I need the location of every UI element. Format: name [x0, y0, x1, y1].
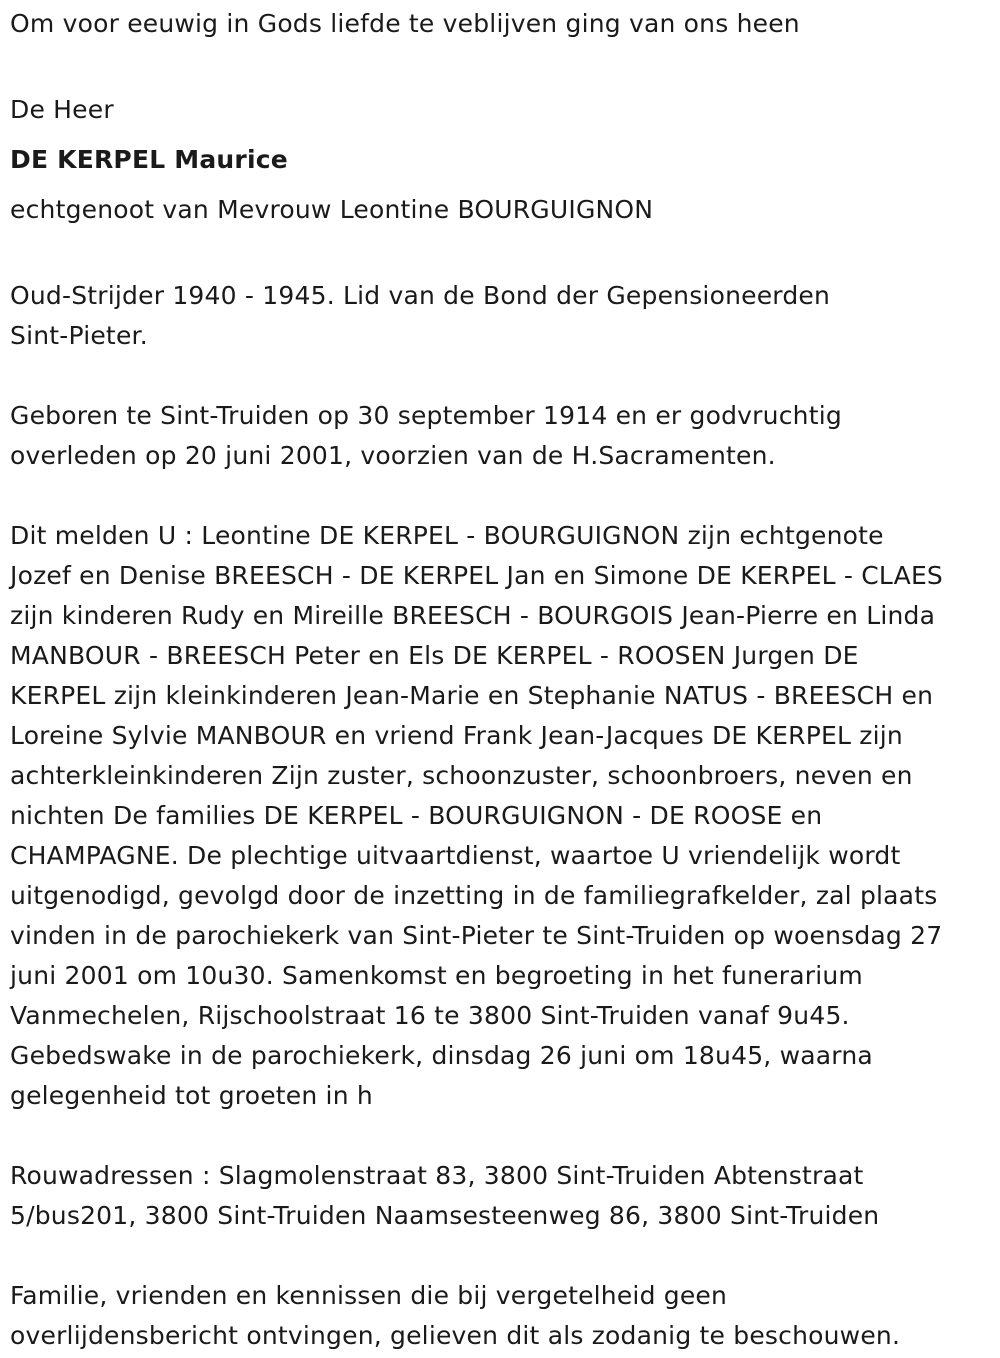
spouse-line: echtgenoot van Mevrouw Leontine BOURGUIGNON [10, 195, 654, 224]
spacer [10, 1236, 990, 1276]
closing-paragraph [10, 1276, 990, 1356]
announcement-line: vinden in de parochiekerk van Sint-Pieter te Sint-Truiden op woensdag 27 [10, 921, 943, 950]
spacer [10, 44, 990, 84]
affiliation-line: Sint-Pieter. [10, 321, 148, 350]
announcement-line: Dit melden U : Leontine DE KERPEL - BOURGUIGNON zijn echtgenote [10, 521, 884, 550]
spacer [10, 236, 990, 276]
spacer [10, 356, 990, 396]
announcement-line: uitgenodigd, gevolgd door de inzetting in de familiegrafkelder, zal plaats [10, 881, 938, 910]
honorific: De Heer [10, 95, 114, 124]
announcement-line: Jozef en Denise BREESCH - DE KERPEL Jan en Simone DE KERPEL - CLAES [10, 561, 944, 590]
addresses-paragraph [10, 1156, 990, 1236]
announcement-line: Vanmechelen, Rijschoolstraat 16 te 3800 Sint-Truiden vanaf 9u45. [10, 1001, 850, 1030]
closing-line: Familie, vrienden en kennissen die bij vergetelheid geen [10, 1281, 728, 1310]
announcement-line: KERPEL zijn kleinkinderen Jean-Marie en Stephanie NATUS - BREESCH en [10, 681, 934, 710]
announcement-line: nichten De families DE KERPEL - BOURGUIGNON - DE ROOSE en [10, 801, 823, 830]
closing-line: overlijdensbericht ontvingen, gelieven dit als zodanig te beschouwen. [10, 1321, 901, 1350]
announcement-line: CHAMPAGNE. De plechtige uitvaartdienst, waartoe U vriendelijk wordt [10, 841, 901, 870]
announcement-line: Gebedswake in de parochiekerk, dinsdag 26 juni om 18u45, waarna [10, 1041, 873, 1070]
address-line: Rouwadressen : Slagmolenstraat 83, 3800 Sint-Truiden Abtenstraat [10, 1161, 864, 1190]
announcement-line: juni 2001 om 10u30. Samenkomst en begroeting in het funerarium [10, 961, 863, 990]
birth-death-line: overleden op 20 juni 2001, voorzien van de H.Sacramenten. [10, 441, 776, 470]
announcement-line: Loreine Sylvie MANBOUR en vriend Frank Jean-Jacques DE KERPEL zijn [10, 721, 903, 750]
spacer [10, 476, 990, 516]
announcement-line: MANBOUR - BREESCH Peter en Els DE KERPEL - ROOSEN Jurgen DE [10, 641, 859, 670]
announcement-line: gelegenheid tot groeten in h [10, 1081, 373, 1110]
announcement-paragraph [10, 516, 990, 1116]
spacer [10, 1116, 990, 1156]
announcement-line: achterkleinkinderen Zijn zuster, schoonzuster, schoonbroers, neven en [10, 761, 913, 790]
announcement-line: zijn kinderen Rudy en Mireille BREESCH - BOURGOIS Jean-Pierre en Linda [10, 601, 936, 630]
affiliation-paragraph [10, 276, 990, 356]
affiliation-line: Oud-Strijder 1940 - 1945. Lid van de Bond der Gepensioneerden [10, 281, 831, 310]
address-line: 5/bus201, 3800 Sint-Truiden Naamsesteenweg 86, 3800 Sint-Truiden [10, 1201, 880, 1230]
birth-death-line: Geboren te Sint-Truiden op 30 september 1914 en er godvruchtig [10, 401, 842, 430]
birth-death-paragraph [10, 396, 990, 476]
intro-line: Om voor eeuwig in Gods liefde te veblijven ging van ons heen [10, 9, 800, 38]
deceased-name: DE KERPEL Maurice [10, 145, 288, 174]
